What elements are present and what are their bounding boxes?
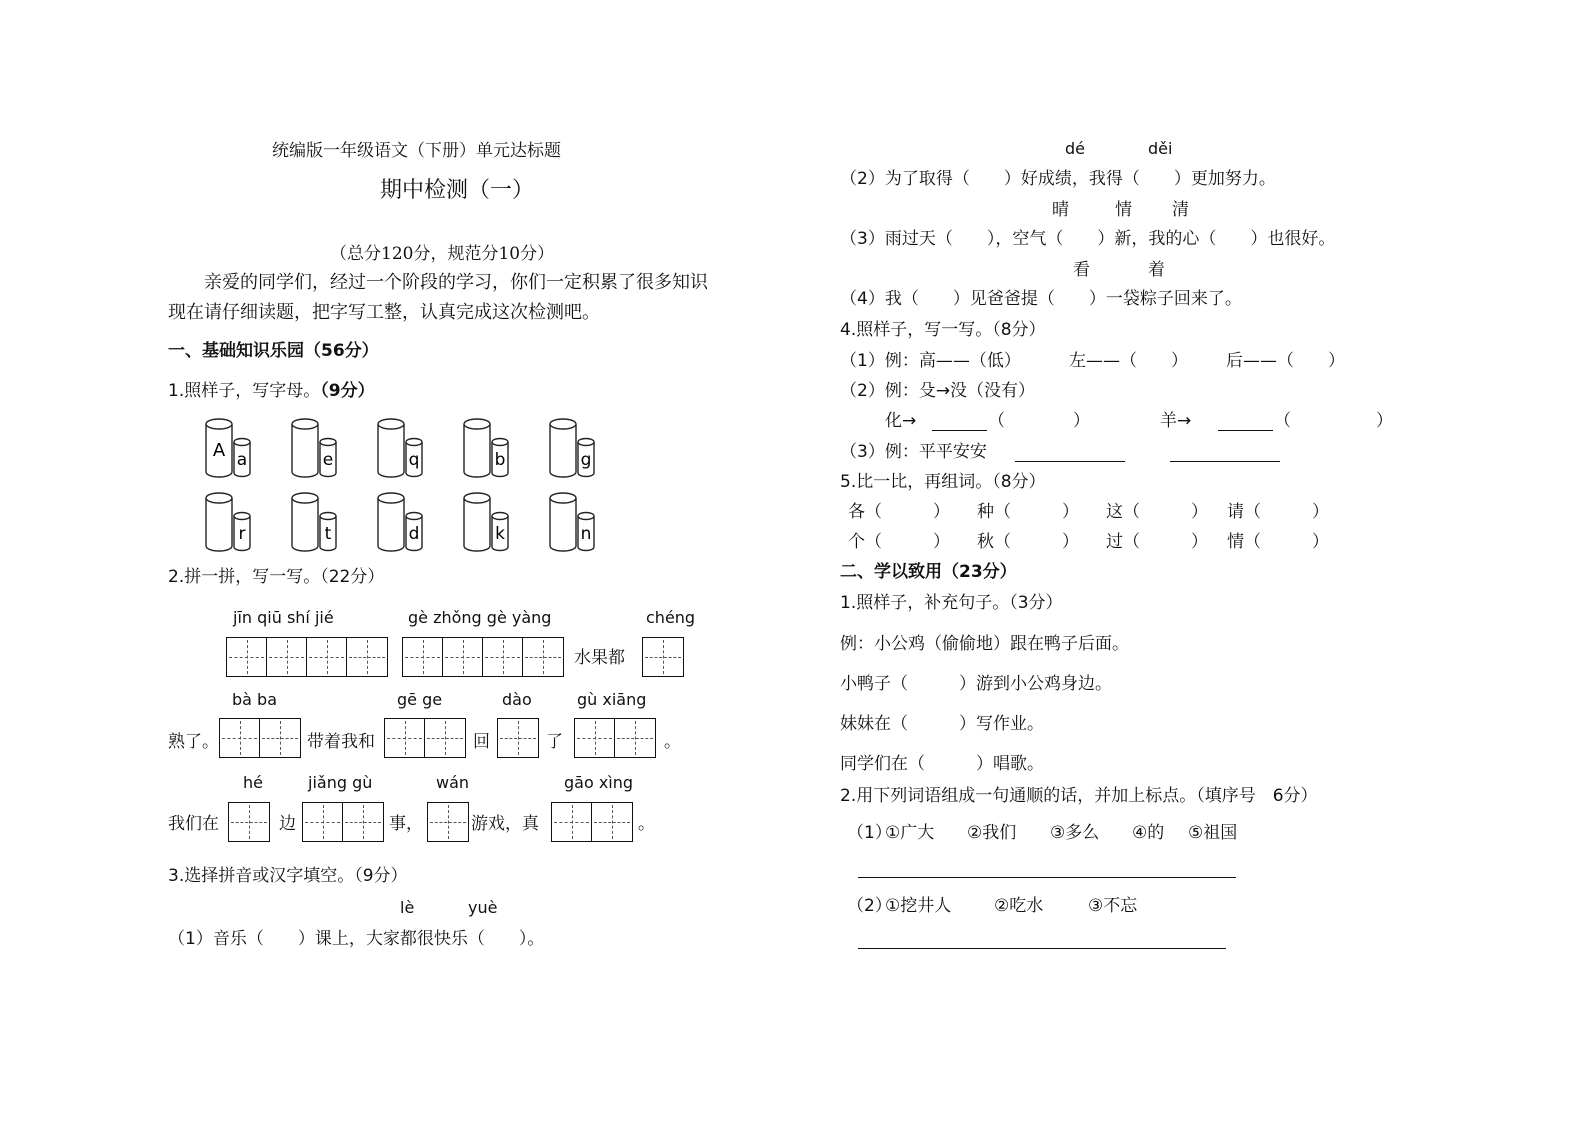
writing-grid-guxiang[interactable] bbox=[574, 718, 656, 758]
q4-label: 4.照样子，写一写。（8分） bbox=[840, 320, 1046, 340]
p2-q2-g1-w2: ②我们 bbox=[967, 823, 1017, 843]
q1-label bbox=[168, 381, 375, 401]
q4-hua-paren: （ ） bbox=[988, 411, 1090, 431]
q3-s4-char-2: 着 bbox=[1148, 260, 1165, 280]
pinyin-ge-ge: gē ge bbox=[397, 690, 443, 709]
writing-grid-gezhonggeyang[interactable] bbox=[402, 637, 564, 677]
pinyin-he: hé bbox=[243, 773, 263, 792]
q4-line3-example: （3）例：平平安安 bbox=[840, 442, 987, 462]
q3-s2-pinyin-de: dé bbox=[1065, 139, 1085, 158]
p2-q2-answer-line-1[interactable] bbox=[858, 877, 1236, 878]
q4-line1-example: （1）例：高——（低） bbox=[840, 351, 1021, 371]
lowercase-letter: e bbox=[322, 450, 334, 470]
q5-r1-4: 请（ ） bbox=[1227, 502, 1329, 522]
lowercase-letter: a bbox=[236, 450, 248, 470]
text-daizhe: 带着我和 bbox=[307, 732, 375, 752]
text-hui: 回 bbox=[473, 732, 490, 752]
p2-q2-g2-w1: ①挖井人 bbox=[885, 896, 952, 916]
p2-q2-g2-prefix: （2） bbox=[847, 896, 892, 916]
q1-score: （9分） bbox=[320, 381, 375, 401]
q5-r1-3: 这（ ） bbox=[1106, 502, 1208, 522]
exam-title: 期中检测（一） bbox=[380, 178, 535, 203]
q3-sentence-1: （1）音乐（ ）课上，大家都很快乐（ ）。 bbox=[168, 929, 545, 949]
q3-sentence-3: （3）雨过天（ ），空气（ ）新，我的心（ ）也很好。 bbox=[840, 229, 1336, 249]
q4-line2-yang: 羊→ bbox=[1160, 411, 1192, 431]
pinyin-gao-xing: gāo xìng bbox=[564, 773, 634, 792]
intro-line-2: 现在请仔细读题，把字写工整，认真完成这次检测吧。 bbox=[168, 302, 600, 323]
letter-cylinder-n[interactable] bbox=[549, 490, 609, 554]
writing-grid-jinqiushijie[interactable] bbox=[226, 637, 388, 677]
q4-yang-blank[interactable] bbox=[1218, 430, 1273, 431]
p2-q2-answer-line-2[interactable] bbox=[858, 948, 1226, 949]
p2-q2-label: 2.用下列词语组成一句通顺的话，并加上标点。（填序号 6分） bbox=[840, 786, 1318, 806]
writing-grid-wan[interactable] bbox=[427, 802, 469, 842]
q3-sentence-4: （4）我（ ）见爸爸提（ ）一袋粽子回来了。 bbox=[840, 289, 1242, 309]
writing-grid-cheng[interactable] bbox=[642, 637, 684, 677]
p2-q2-g2-w2: ②吃水 bbox=[994, 896, 1044, 916]
q5-r2-3: 过（ ） bbox=[1106, 532, 1208, 552]
q3-s3-char-1: 晴 bbox=[1052, 200, 1069, 220]
pinyin-dao: dào bbox=[502, 690, 532, 709]
pinyin-ge-zhong-ge-yang: gè zhǒng gè yàng bbox=[408, 608, 552, 627]
uppercase-letter: A bbox=[212, 440, 226, 461]
text-women-zai: 我们在 bbox=[168, 814, 219, 834]
pinyin-ba-ba: bà ba bbox=[232, 690, 278, 709]
writing-grid-jianggu[interactable] bbox=[302, 802, 384, 842]
p2-q2-g1-w4: ④的 bbox=[1132, 823, 1165, 843]
q4-line1-hou: 后——（ ） bbox=[1226, 351, 1345, 371]
letter-cylinder-k[interactable] bbox=[463, 490, 523, 554]
lowercase-letter: b bbox=[494, 450, 506, 470]
q5-r2-1: 个（ ） bbox=[848, 532, 950, 552]
q4-line2-example: （2）例：殳→没（没有） bbox=[840, 381, 1036, 401]
q5-r1-1: 各（ ） bbox=[848, 502, 950, 522]
letter-cylinder-e[interactable] bbox=[291, 416, 351, 480]
part2-heading: 二、学以致用（23分） bbox=[840, 562, 1017, 582]
score-note: （总分120分，规范分10分） bbox=[330, 244, 555, 264]
q4-yang-paren: （ ） bbox=[1274, 411, 1393, 431]
q5-label: 5.比一比，再组词。（8分） bbox=[840, 472, 1046, 492]
p2-q2-g1-prefix: （1） bbox=[847, 823, 892, 843]
q3-s3-char-2: 情 bbox=[1115, 200, 1132, 220]
text-shule: 熟了。 bbox=[168, 732, 219, 752]
q3-s3-char-3: 清 bbox=[1172, 200, 1189, 220]
pinyin-jin-qiu-shi-jie: jīn qiū shí jié bbox=[233, 608, 334, 627]
letter-cylinder-d[interactable] bbox=[377, 490, 437, 554]
p2-q1-example: 例：小公鸡（偷偷地）跟在鸭子后面。 bbox=[840, 634, 1129, 654]
writing-grid-he[interactable] bbox=[228, 802, 270, 842]
text-period-2: 。 bbox=[638, 814, 655, 834]
lowercase-letter: d bbox=[408, 524, 420, 544]
q1-label-text: 1.照样子，写字母。 bbox=[168, 381, 321, 401]
pinyin-wan: wán bbox=[436, 773, 470, 792]
lowercase-letter: r bbox=[238, 524, 246, 544]
text-shi: 事， bbox=[389, 814, 423, 834]
q5-r1-2: 种（ ） bbox=[977, 502, 1079, 522]
text-period-1: 。 bbox=[664, 732, 681, 752]
letter-cylinder-q[interactable] bbox=[377, 416, 437, 480]
p2-q2-g1-w3: ③多么 bbox=[1050, 823, 1100, 843]
intro-line-1: 亲爱的同学们，经过一个阶段的学习，你们一定积累了很多知识 bbox=[204, 272, 708, 293]
letter-cylinder-r[interactable] bbox=[205, 490, 265, 554]
writing-grid-dao[interactable] bbox=[497, 718, 539, 758]
letter-cylinder-t[interactable] bbox=[291, 490, 351, 554]
lowercase-letter: k bbox=[495, 524, 505, 544]
exam-subtitle: 统编版一年级语文（下册）单元达标题 bbox=[272, 141, 561, 161]
letter-cylinder-g[interactable] bbox=[549, 416, 609, 480]
text-bian: 边 bbox=[279, 814, 296, 834]
lowercase-letter: g bbox=[580, 450, 592, 470]
pinyin-gu-xiang: gù xiāng bbox=[577, 690, 647, 709]
q4-line3-blank-1[interactable] bbox=[1015, 461, 1125, 462]
p2-q2-g1-w5: ⑤祖国 bbox=[1188, 823, 1238, 843]
text-shuiguodou: 水果都 bbox=[574, 648, 625, 668]
p2-q2-g2-w3: ③不忘 bbox=[1088, 896, 1138, 916]
q4-line2-hua: 化→ bbox=[885, 411, 917, 431]
pinyin-jiang-gu: jiǎng gù bbox=[308, 773, 373, 792]
lowercase-letter: t bbox=[324, 524, 332, 544]
q5-r2-4: 情（ ） bbox=[1227, 532, 1329, 552]
p2-q1-sentence-1: 小鸭子（ ）游到小公鸡身边。 bbox=[840, 674, 1112, 694]
q3-label: 3.选择拼音或汉字填空。（9分） bbox=[168, 866, 408, 886]
p2-q1-label: 1.照样子，补充句子。（3分） bbox=[840, 593, 1063, 613]
writing-grid-gaoxing[interactable] bbox=[551, 802, 633, 842]
q3-s1-pinyin-le: lè bbox=[400, 898, 415, 917]
writing-grid-baba[interactable] bbox=[219, 718, 301, 758]
part1-heading: 一、基础知识乐园（56分） bbox=[168, 341, 379, 361]
q2-label: 2.拼一拼，写一写。（22分） bbox=[168, 567, 385, 587]
q3-sentence-2: （2）为了取得（ ）好成绩，我得（ ）更加努力。 bbox=[840, 169, 1276, 189]
q3-s4-char-1: 看 bbox=[1073, 260, 1090, 280]
q3-s1-pinyin-yue: yuè bbox=[468, 898, 498, 917]
pinyin-cheng: chéng bbox=[646, 608, 696, 627]
lowercase-letter: n bbox=[580, 524, 592, 544]
p2-q1-sentence-3: 同学们在（ ）唱歌。 bbox=[840, 754, 1044, 774]
q5-r2-2: 秋（ ） bbox=[977, 532, 1079, 552]
p2-q1-sentence-2: 妹妹在（ ）写作业。 bbox=[840, 714, 1044, 734]
writing-grid-gege[interactable] bbox=[384, 718, 466, 758]
q3-s2-pinyin-dei: děi bbox=[1148, 139, 1173, 158]
q4-line1-zuo: 左——（ ） bbox=[1069, 351, 1188, 371]
p2-q2-g1-w1: ①广大 bbox=[885, 823, 935, 843]
letter-cylinder-a[interactable] bbox=[205, 416, 265, 480]
text-youxi-zhen: 游戏，真 bbox=[471, 814, 539, 834]
text-le: 了 bbox=[546, 732, 563, 752]
letter-cylinder-b[interactable] bbox=[463, 416, 523, 480]
lowercase-letter: q bbox=[408, 450, 420, 470]
q4-line3-blank-2[interactable] bbox=[1170, 461, 1280, 462]
q4-hua-blank[interactable] bbox=[932, 430, 987, 431]
